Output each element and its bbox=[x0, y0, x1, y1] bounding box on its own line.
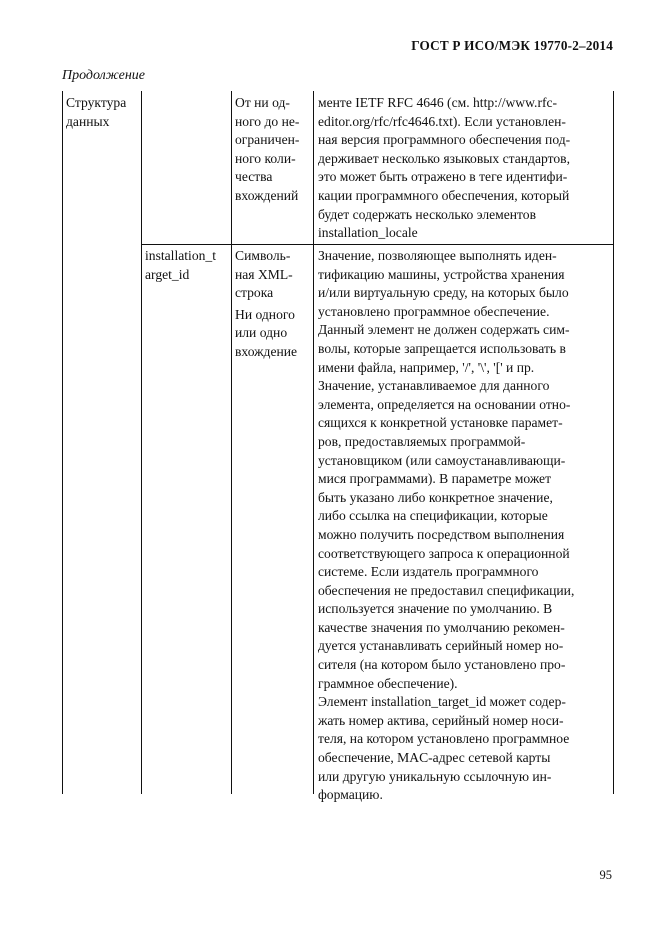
cell-text-line: установлено программное обеспечение. bbox=[318, 303, 550, 319]
cell-text-line: системе. Если издатель программного bbox=[318, 564, 539, 580]
cell-text-line: используется значение по умолчанию. В bbox=[318, 601, 553, 617]
table-border-left bbox=[62, 91, 63, 794]
cell-text-line: можно получить посредством выполнения bbox=[318, 526, 565, 542]
cell-text-line: теля, на котором установлено программное bbox=[318, 731, 570, 747]
row2-type-occurrence-cell bbox=[235, 247, 297, 362]
column-divider-1 bbox=[141, 91, 142, 794]
column-divider-2 bbox=[231, 91, 232, 794]
table-border-right bbox=[613, 91, 614, 794]
cell-text-line: жать номер актива, серийный номер носи- bbox=[318, 712, 564, 728]
cell-text-line: сителя (на котором было установлено про- bbox=[318, 657, 566, 673]
cell-text-line: менте IETF RFC 4646 (см. http://www.rfc- bbox=[318, 95, 558, 110]
cell-text-line: граммное обеспечение). bbox=[318, 675, 458, 691]
cell-text-line: чества bbox=[235, 169, 273, 185]
cell-text-line: кации программного обеспечения, который bbox=[318, 187, 570, 203]
cell-text-line: данных bbox=[66, 113, 110, 129]
cell-text-line: формацию. bbox=[318, 787, 383, 803]
cell-text-line: arget_id bbox=[145, 266, 190, 282]
cell-text-line: дуется устанавливать серийный номер но- bbox=[318, 638, 564, 654]
cell-text-line: вхождение bbox=[235, 343, 298, 359]
cell-text-line: Значение, устанавливаемое для данного bbox=[318, 378, 550, 394]
cell-text-line: вхождений bbox=[235, 187, 299, 203]
row1-section-cell bbox=[66, 94, 126, 131]
cell-text-line: Элемент installation_target_id может содер- bbox=[318, 694, 566, 710]
cell-text-line: сящихся к конкретной установке парамет- bbox=[318, 415, 563, 431]
document-standard-header: ГОСТ Р ИСО/МЭК 19770-2–2014 bbox=[411, 38, 613, 53]
cell-text-line: установщиком (или самоустанавливающи- bbox=[318, 452, 566, 468]
cell-text-line: тификацию машины, устройства хранения bbox=[318, 266, 565, 282]
cell-text-line: строка bbox=[235, 285, 274, 301]
cell-text-line: и/или виртуальную среду, на которых было bbox=[318, 285, 569, 301]
cell-text-line: мися программами). В параметре может bbox=[318, 471, 552, 487]
cell-text-line: качестве значения по умолчанию рекомен- bbox=[318, 619, 565, 635]
continuation-label: Продолжение bbox=[62, 68, 145, 83]
cell-text-line: ров, предоставляемых программой- bbox=[318, 433, 526, 449]
cell-text-line: ная версия программного обеспечения под- bbox=[318, 132, 571, 148]
cell-text-line: держивает несколько языковых стандартов, bbox=[318, 150, 570, 166]
cell-text-line: обеспечения не предоставил спецификации, bbox=[318, 582, 575, 598]
row1-occurrence-cell bbox=[235, 94, 299, 206]
cell-text-line: installation_t bbox=[145, 248, 216, 263]
cell-text-line: быть указано либо конкретное значение, bbox=[318, 489, 553, 505]
cell-text-line: волы, которые запрещается использовать в bbox=[318, 340, 566, 356]
cell-text-line: элемента, определяется на основании отно- bbox=[318, 396, 571, 412]
cell-text-line: это может быть отражено в теге идентифи- bbox=[318, 169, 568, 185]
cell-text-line: Ни одного bbox=[235, 306, 295, 322]
cell-text-line: соответствующего запроса к операционной bbox=[318, 545, 570, 561]
cell-text-line: ограничен- bbox=[235, 132, 300, 148]
cell-text-line: Данный элемент не должен содержать сим- bbox=[318, 322, 570, 338]
cell-text-line: installation_locale bbox=[318, 225, 418, 241]
spec-table bbox=[62, 91, 614, 803]
cell-text-line: ная XML- bbox=[235, 266, 293, 282]
row2-description-cell bbox=[318, 247, 574, 805]
cell-text-line: Значение, позволяющее выполнять иден- bbox=[318, 248, 557, 263]
cell-text-line: editor.org/rfc/rfc4646.txt). Если установлен- bbox=[318, 113, 566, 129]
cell-text-line: Структура bbox=[66, 95, 127, 110]
cell-text-line: имени файла, например, '/', '\', '[' и пр. bbox=[318, 359, 535, 375]
row1-description-cell bbox=[318, 94, 570, 243]
row2-element-name-cell bbox=[145, 247, 216, 284]
row-divider bbox=[141, 244, 614, 245]
cell-text-line: или другую уникальную ссылочную ин- bbox=[318, 768, 552, 784]
page-number: 95 bbox=[599, 868, 612, 882]
cell-text-line: Символь- bbox=[235, 248, 291, 263]
cell-text-line: или одно bbox=[235, 325, 288, 341]
cell-text-line: будет содержать несколько элементов bbox=[318, 206, 537, 222]
cell-text-line: обеспечение, MAC-адрес сетевой карты bbox=[318, 750, 551, 766]
column-divider-3 bbox=[313, 91, 314, 794]
cell-text-line: либо ссылка на спецификации, которые bbox=[318, 508, 548, 524]
cell-text-line: ного коли- bbox=[235, 150, 296, 166]
cell-text-line: ного до не- bbox=[235, 113, 300, 129]
cell-text-line: От ни од- bbox=[235, 95, 290, 110]
